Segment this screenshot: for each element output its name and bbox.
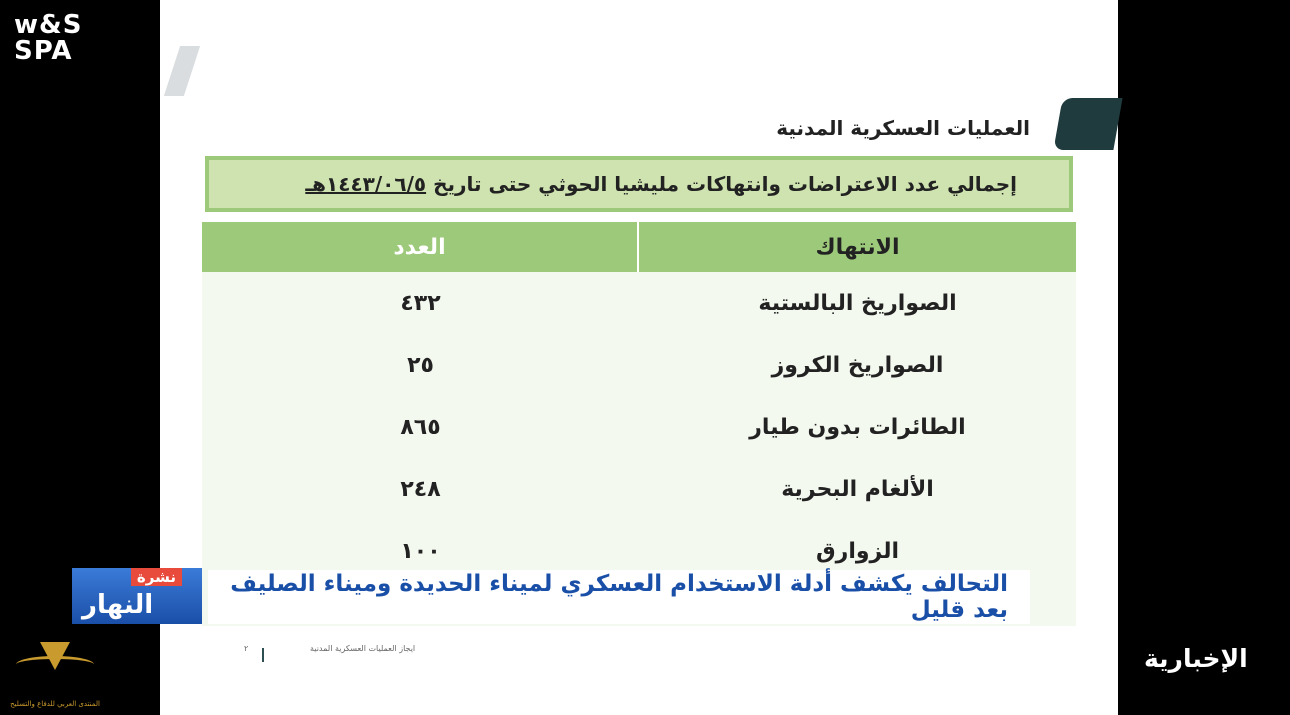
row-violation: الزوارق [815,538,900,564]
row-violation: الألغام البحرية [781,476,934,502]
section-title: العمليات العسكرية المدنية [776,116,1030,140]
footer-divider [262,648,264,662]
row-violation: الطائرات بدون طيار [749,414,966,440]
ticker-text-box [208,570,1030,624]
row-count: ٢٥ [407,352,434,378]
header-violation: الانتهاك [815,234,900,260]
table-header [202,222,1076,272]
bulletin-badge-small: نشرة [131,568,182,586]
headline-box [205,156,1073,212]
spa-logo-line2: SPA [14,36,73,66]
header-count: العدد [202,222,639,272]
table-row [202,458,1076,520]
row-count: ١٠٠ [400,538,441,564]
table-row [202,334,1076,396]
row-count: ٤٣٢ [400,290,441,316]
forum-logo [10,642,100,712]
bulletin-badge-big: النهار [82,590,154,620]
news-ticker [72,566,1030,628]
slide-page-number: ٢ [244,644,249,653]
row-count: ٢٤٨ [400,476,441,502]
headline-date: ١٤٤٣/٠٦/٥هـ [305,172,427,196]
headline-text: إجمالي عدد الاعتراضات وانتهاكات مليشيا الحوثي حتى تاريخ [433,172,1017,196]
spa-logo-line1: w&S [14,10,83,40]
spa-logo [14,12,82,64]
row-count: ٨٦٥ [400,414,441,440]
slide-footer-note: ايجاز العمليات العسكرية المدنية [310,644,416,653]
row-violation: الصواريخ الكروز [771,352,944,378]
row-violation: الصواريخ البالستية [758,290,957,316]
slide-decoration-right [1053,98,1122,150]
table-row [202,396,1076,458]
shield-icon [40,642,70,670]
bulletin-badge [72,568,202,624]
forum-logo-text: المنتدى العربي للدفاع والتسليح [10,700,100,708]
channel-logo: الإخبارية [1144,644,1248,673]
ticker-text: التحالف يكشف أدلة الاستخدام العسكري لميناء الحديدة وميناء الصليف بعد قليل [230,571,1008,623]
table-row [202,272,1076,334]
